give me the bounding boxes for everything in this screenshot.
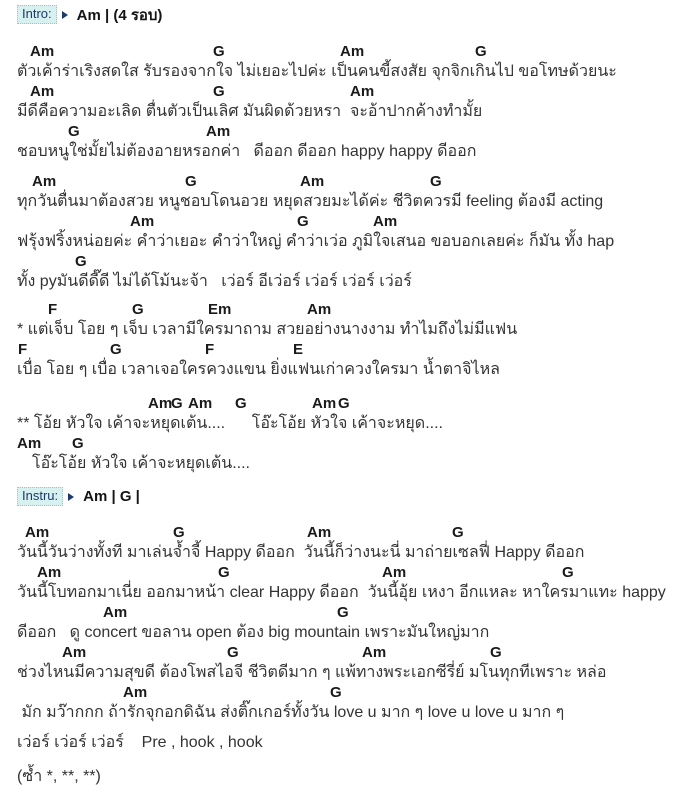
chord-lyric-pair [17,684,680,724]
chord: Am [25,524,50,541]
lyric-line: ** โอ้ย หัวใจ เค้าจะหยุดเต้น.... โอ๊ะโอ้ย หัวใจ เค้าจะหยุด.... [17,415,443,432]
chord: Am [17,435,42,452]
chord: Am [62,644,87,661]
chord: Am [362,644,387,661]
chord: G [75,253,87,270]
play-icon[interactable] [62,11,68,19]
chord-line [17,341,680,358]
verse-block [17,524,680,724]
lyric-line: * แต่เจ็บ โอย ๆ เจ็บ เวลามีใครมาถาม สวยอย่างนางงาม ทำไมถึงไม่มีแฟน [17,321,518,338]
chord-line [17,83,680,100]
plain-text-line: (ซ้ำ *, **, **) [17,768,101,785]
chord-line [17,644,680,661]
chord-lyric-pair [17,435,680,475]
verse-block [17,173,680,293]
lyric-line: วันนี้วันว่างทั้งที มาเล่นจ้ำจี้ Happy ดีออก วันนี้ก็ว่างนะนี่ มาถ่ายเซลฟี่ Happy ดีออก [17,544,585,561]
chord: Am [32,173,57,190]
chord-line [17,604,680,621]
chord-line [17,395,680,412]
chord: Am [307,524,332,541]
verse-block [17,395,680,475]
chord: G [338,395,350,412]
chord-line [17,173,680,190]
chord-lyric-pair [17,43,680,83]
chord-lyric-pair [17,524,680,564]
chord: G [475,43,487,60]
chord: F [205,341,215,358]
chord-line [17,253,680,270]
chord: Am [37,564,62,581]
lyric-line: มีดีคือความอะเลิด ตื่นตัวเป็นเลิศ มันผิดด้วยหรา จะอ้าปากค้างทำมั้ย [17,103,483,120]
chord: G [227,644,239,661]
chord: G [337,604,349,621]
chord: Am [148,395,173,412]
chord-line [17,564,680,581]
chord: G [173,524,185,541]
chord-lyric-pair [17,173,680,213]
chord: Am [103,604,128,621]
section-header [17,5,680,24]
lyric-line: วันนี้โบทอกมาเนี่ย ออกมาหน้า clear Happy ดีออก วันนี้อุ้ย เหงา อีกแหละ หาใครมาแทะ happy [17,584,666,601]
chord: G [452,524,464,541]
lyric-line: ช่วงไหนมีความสุขดี ต้องโพสไอจี ชีวิตดีมาก ๆ แพ้ทางพระเอกซีรี่ย์ มโนทุกทีเพราะ หล่อ [17,664,607,681]
lyric-line: โอ๊ะโอ้ย หัวใจ เค้าจะหยุดเต้น.... [32,455,250,472]
chord: Am [307,301,332,318]
chord: G [110,341,122,358]
lyric-line: ฟรุ้งฟริ้งหน่อยค่ะ คำว่าเยอะ คำว่าใหญ่ คำว่าเว่อ ภูมิใจเสนอ ขอบอกเลยค่ะ ก็มัน ทั้ง hap [17,233,615,250]
chord: E [293,341,304,358]
lyric-line: ทั้ง pyมันดีดี๊ดี ไม่ได้โม้นะจ้า เว่อร์ อีเว่อร์ เว่อร์ เว่อร์ เว่อร์ [17,273,412,290]
chord: G [213,83,225,100]
chord: Am [30,43,55,60]
chord: Am [340,43,365,60]
section-label: Intro: [17,5,57,24]
chord: Am [30,83,55,100]
verse-block [17,301,680,381]
chord: G [430,173,442,190]
chord: Am [312,395,337,412]
chord-line [17,43,680,60]
chord-line [17,435,680,452]
chord-lyric-pair [17,564,680,604]
chord-line [17,524,680,541]
chord: F [48,301,58,318]
chord: G [235,395,247,412]
play-icon[interactable] [68,493,74,501]
chord-lyric-pair [17,604,680,644]
lyric-line: ทุกวันตื่นมาต้องสวย หนูชอบโดนอวย หยุดสวยมะได้ค่ะ ชีวิตควรมี feeling ต้องมี acting [17,193,604,210]
chord: G [171,395,183,412]
chord: Am [350,83,375,100]
chord-lyric-pair [17,644,680,684]
chord: F [18,341,28,358]
chord: Am [206,123,231,140]
song-content [17,5,680,786]
chord-line [17,684,680,701]
lyric-line: เบื่อ โอย ๆ เบื่อ เวลาเจอใครควงแขน ยิ่งแฟนเก่าควงใครมา น้ำตาจิไหล [17,361,500,378]
chord: G [213,43,225,60]
chord: G [132,301,144,318]
chord: Em [208,301,232,318]
chord: Am [373,213,398,230]
section-chords: Am | G | [83,488,140,505]
chord: G [297,213,309,230]
lyric-line: ดีออก ดู concert ขอลาน open ต้อง big mountain เพราะมันใหญ่มาก [17,624,490,641]
chord: Am [382,564,407,581]
chord-lyric-pair [17,213,680,253]
section-label: Instru: [17,487,63,506]
chord-lyric-pair [17,253,680,293]
chord-lyric-pair [17,301,680,341]
chord-lyric-pair [17,123,680,163]
chord: G [68,123,80,140]
chord: G [72,435,84,452]
section-chords: Am | (4 รอบ) [76,6,163,24]
chord: G [218,564,230,581]
plain-text-line: เว่อร์ เว่อร์ เว่อร์ Pre , hook , hook [17,734,263,751]
lyric-line: มัก มว๊ากกก ถ้ารักจุกอกดิฉัน ส่งติ๊กเกอร์ทั้งวัน love u มาก ๆ love u love u มาก ๆ [17,704,565,721]
section-header [17,487,680,506]
chord: Am [123,684,148,701]
chord: G [185,173,197,190]
chord: Am [188,395,213,412]
chord-lyric-pair [17,83,680,123]
chord-lyric-pair [17,341,680,381]
lyric-line: ชอบหนูใช่มั้ยไม่ต้องอายหรอกค่า ดีออก ดีออก happy happy ดีออก [17,143,477,160]
chord-line [17,301,680,318]
verse-block [17,43,680,163]
chord-line [17,213,680,230]
chord: Am [300,173,325,190]
lyric-line: ตัวเค้าร่าเริงสดใส รับรองจากใจ ไม่เยอะไปค่ะ เป็นคนขี้สงสัย จุกจิกเกินไป ขอโทษด้วยนะ [17,63,617,80]
chord: G [490,644,502,661]
chord-lyric-pair [17,395,680,435]
chord: Am [130,213,155,230]
chord-line [17,123,680,140]
chord: G [562,564,574,581]
chord: G [330,684,342,701]
